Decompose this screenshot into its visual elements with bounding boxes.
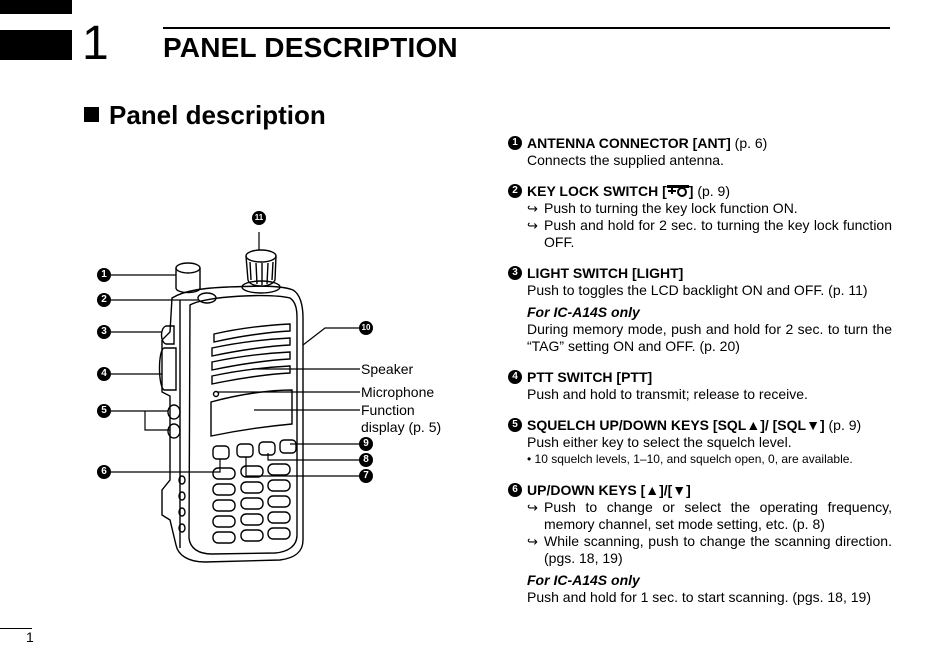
item-subtext: Push and hold for 1 sec. to start scanning. (pgs. 18, 19) [527,589,871,605]
item-title: UP/DOWN KEYS [▲]/[▼] [527,482,691,498]
header-bar-top [0,0,72,14]
item-antenna-connector [508,135,892,169]
callout-7: 7 [359,469,373,483]
item-subtitle: For IC-A14S only [527,572,640,588]
item-squelch-keys [508,417,892,468]
item-number: 3 [508,266,522,280]
callout-8: 8 [359,453,373,467]
item-ref: (p. 9) [697,183,730,199]
item-number: 1 [508,136,522,150]
item-title: SQUELCH UP/DOWN KEYS [SQL▲]/ [SQL▼] [527,417,825,433]
item-title: PTT SWITCH [PTT] [527,369,653,385]
item-number: 2 [508,184,522,198]
description-column [508,135,892,620]
item-bullet: ↪ While scanning, push to change the scanning direction. (pgs. 18, 19) [527,533,892,567]
chapter-rule [163,27,890,29]
callout-5: 5 [97,404,111,418]
item-ref: (p. 6) [734,135,768,151]
section-title [84,98,326,132]
item-ref: (p. 9) [828,417,862,433]
item-bullet: ↪ Push to change or select the operating frequency, memory channel, set mode setting, etc. (p. 8) [527,499,892,533]
item-note: • 10 squelch levels, 1–10, and squelch open, 0, are available. [527,452,853,466]
item-text: Connects the supplied antenna. [527,152,724,168]
item-number: 5 [508,418,522,432]
callout-11: 11 [252,211,266,225]
item-subtext: During memory mode, push and hold for 2 sec. to turn the “TAG” setting ON and OFF. (p. 20) [527,321,892,354]
item-title: ANTENNA CONNECTOR [ANT] [527,135,731,151]
section-title-text: Panel description [109,100,326,130]
callout-2: 2 [97,293,111,307]
page-number: 1 [26,629,34,645]
item-title-pre: KEY LOCK SWITCH [ [527,183,667,199]
item-number: 4 [508,370,522,384]
item-text: Push to toggles the LCD backlight ON and OFF. (p. 11) [527,282,868,298]
microphone-label: Microphone [361,384,435,400]
callout-10: 10 [359,321,373,335]
item-bullet: ↪ Push to turning the key lock function ON. [527,200,892,217]
item-up-down-keys [508,482,892,606]
item-text: Push either key to select the squelch level. [527,434,792,450]
item-subtitle: For IC-A14S only [527,304,640,320]
item-bullet: ↪ Push and hold for 2 sec. to turning the key lock function OFF. [527,217,892,251]
item-number: 6 [508,483,522,497]
item-text: Push and hold to transmit; release to receive. [527,386,808,402]
function-display-label-2: display (p. 5) [361,419,442,435]
callout-3: 3 [97,325,111,339]
callout-6: 6 [97,465,111,479]
square-bullet-icon [84,107,99,122]
speaker-label: Speaker [361,361,414,377]
chapter-title: PANEL DESCRIPTION [163,32,458,63]
item-light-switch [508,265,892,355]
header-bar-bottom [0,30,72,60]
chapter-number: 1 [82,17,109,70]
callout-1: 1 [97,268,111,282]
callout-9: 9 [359,437,373,451]
item-ptt-switch [508,369,892,403]
item-key-lock-switch [508,183,892,251]
function-display-label-1: Function [361,402,415,418]
item-title: LIGHT SWITCH [LIGHT] [527,265,684,281]
callout-4: 4 [97,367,111,381]
key-lock-icon [667,185,689,197]
item-title-post: ] [688,183,694,199]
